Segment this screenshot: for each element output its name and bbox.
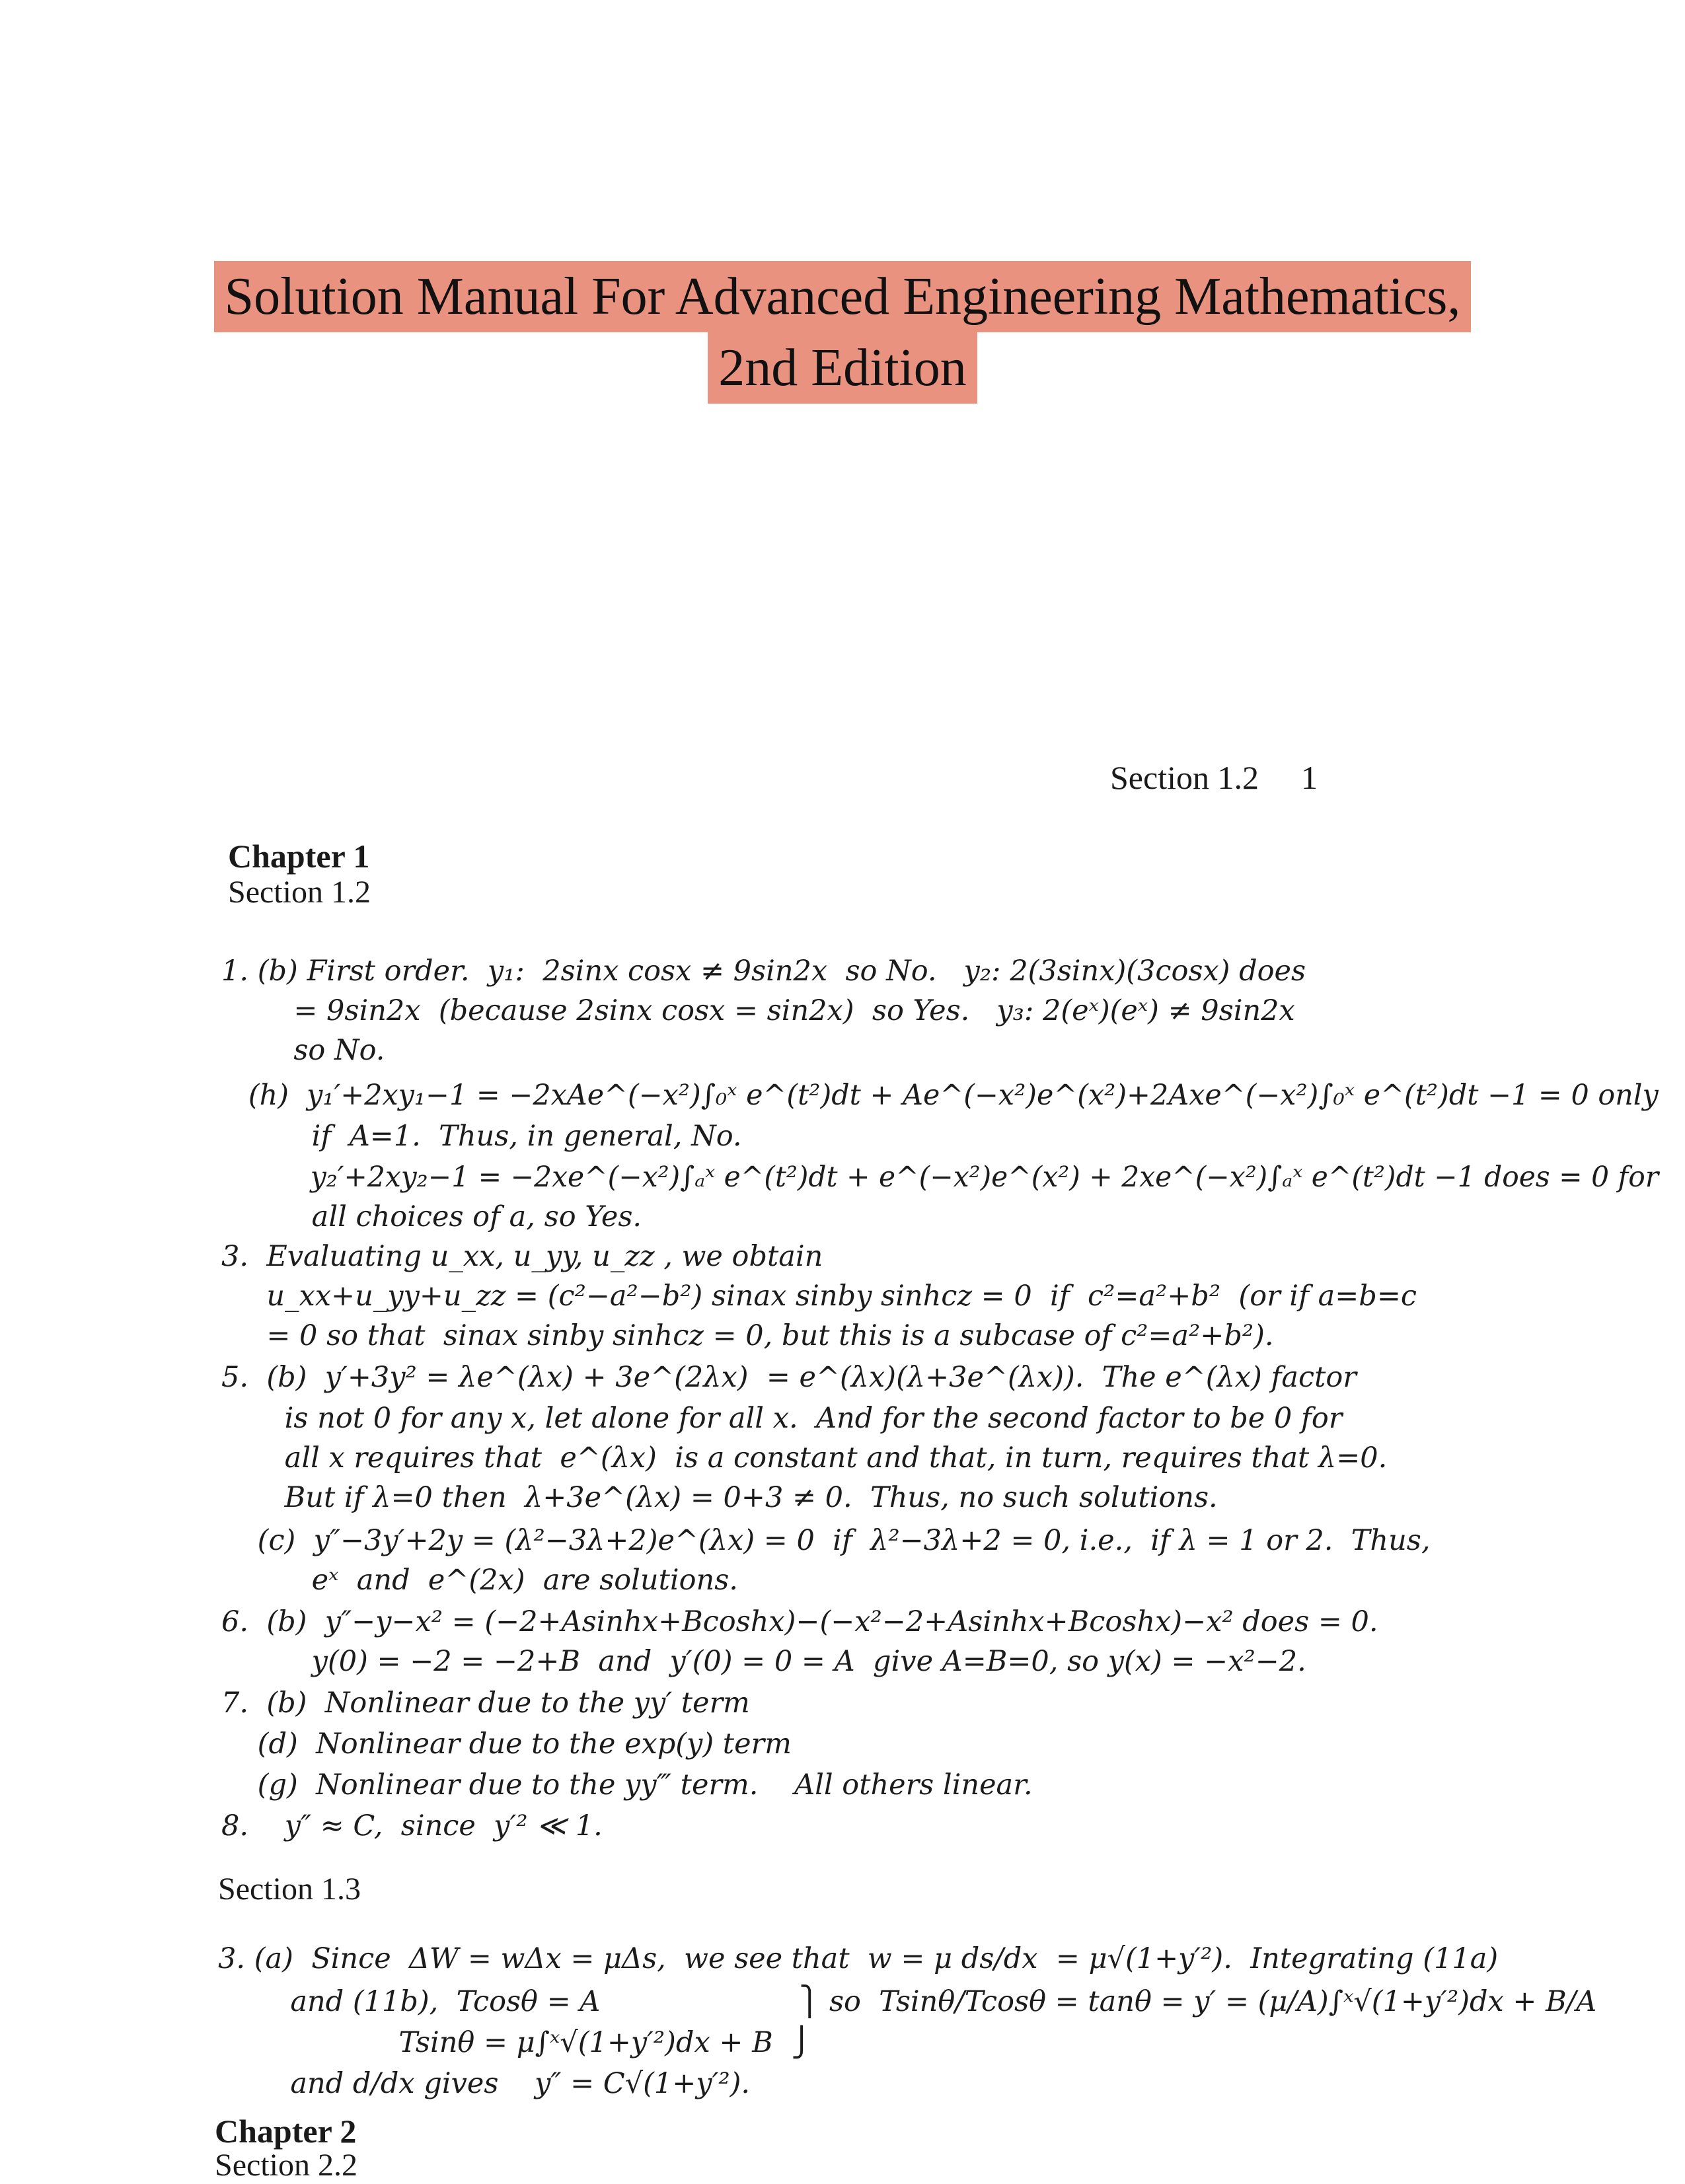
section-2-2-heading: Section 2.2: [215, 2148, 357, 2183]
document-title: [0, 261, 1685, 404]
solution-line: if A=1. Thus, in general, No.: [221, 1120, 742, 1153]
solution-line: y₂′+2xy₂−1 = −2xe^(−x²)∫ₐˣ e^(t²)dt + e^(−x²)e^(x²) + 2xe^(−x²)∫ₐˣ e^(t²)dt −1 does = 0 for: [221, 1161, 1659, 1194]
running-head: [1110, 758, 1318, 797]
solution-line: Tsinθ = μ∫ˣ√(1+y′²)dx + B ⎭: [218, 2026, 813, 2059]
solution-line: 3. (a) Since ΔW = wΔx = μΔs, we see that w = μ ds/dx = μ√(1+y′²). Integrating (11a): [218, 1942, 1499, 1975]
solution-line: all choices of a, so Yes.: [221, 1200, 642, 1233]
solution-line: 6. (b) y″−y−x² = (−2+Asinhx+Bcoshx)−(−x²−2+Asinhx+Bcoshx)−x² does = 0.: [221, 1605, 1378, 1638]
solution-line: is not 0 for any x, let alone for all x. And for the second factor to be 0 for: [221, 1402, 1343, 1435]
solution-line: eˣ and e^(2x) are solutions.: [221, 1564, 738, 1597]
solution-line: y(0) = −2 = −2+B and y′(0) = 0 = A give A=B=0, so y(x) = −x²−2.: [221, 1645, 1306, 1678]
solution-line: = 0 so that sinax sinby sinhcz = 0, but this is a subcase of c²=a²+b²).: [221, 1319, 1274, 1352]
solution-line: = 9sin2x (because 2sinx cosx = sin2x) so Yes. y₃: 2(eˣ)(eˣ) ≠ 9sin2x: [221, 994, 1295, 1027]
solution-line: 3. Evaluating u_xx, u_yy, u_zz , we obtain: [221, 1240, 823, 1273]
solution-line: (d) Nonlinear due to the exp(y) term: [221, 1728, 792, 1761]
solution-line: 1. (b) First order. y₁: 2sinx cosx ≠ 9sin2x so No. y₂: 2(3sinx)(3cosx) does: [221, 955, 1306, 988]
solution-line: 5. (b) y′+3y² = λe^(λx) + 3e^(2λx) = e^(λx)(λ+3e^(λx)). The e^(λx) factor: [221, 1361, 1357, 1394]
title-line-2: 2nd Edition: [708, 332, 977, 404]
solution-line: (g) Nonlinear due to the yy‴ term. All others linear.: [221, 1768, 1033, 1802]
solution-line: But if λ=0 then λ+3e^(λx) = 0+3 ≠ 0. Thus, no such solutions.: [221, 1481, 1218, 1514]
chapter-1-heading: Chapter 1: [228, 838, 370, 875]
chapter-2-heading: Chapter 2: [215, 2113, 357, 2150]
solution-line: 8. y″ ≈ C, since y′² ≪ 1.: [221, 1809, 603, 1842]
solution-line: and (11b), Tcosθ = A ⎫ so Tsinθ/Tcosθ = tanθ = y′ = (μ/A)∫ˣ√(1+y′²)dx + B/A: [218, 1985, 1597, 2018]
section-1-2-heading: Section 1.2: [228, 875, 371, 910]
solution-line: all x requires that e^(λx) is a constant and that, in turn, requires that λ=0.: [221, 1441, 1388, 1474]
title-line-1: Solution Manual For Advanced Engineering Mathematics,: [214, 261, 1472, 332]
running-head-section: Section 1.2: [1110, 759, 1259, 796]
solution-line: and d/dx gives y″ = C√(1+y′²).: [218, 2067, 751, 2100]
solution-line: 7. (b) Nonlinear due to the yy′ term: [221, 1687, 750, 1720]
solution-line: u_xx+u_yy+u_zz = (c²−a²−b²) sinax sinby sinhcz = 0 if c²=a²+b² (or if a=b=c: [221, 1280, 1417, 1313]
page-number: 1: [1300, 759, 1318, 796]
section-1-3-heading: Section 1.3: [218, 1872, 361, 1907]
solution-line: (c) y″−3y′+2y = (λ²−3λ+2)e^(λx) = 0 if λ²−3λ+2 = 0, i.e., if λ = 1 or 2. Thus,: [221, 1524, 1431, 1557]
solution-line: (h) y₁′+2xy₁−1 = −2xAe^(−x²)∫₀ˣ e^(t²)dt + Ae^(−x²)e^(x²)+2Axe^(−x²)∫₀ˣ e^(t²)dt −1 = 0 only: [221, 1079, 1659, 1112]
solution-line: so No.: [221, 1034, 385, 1067]
